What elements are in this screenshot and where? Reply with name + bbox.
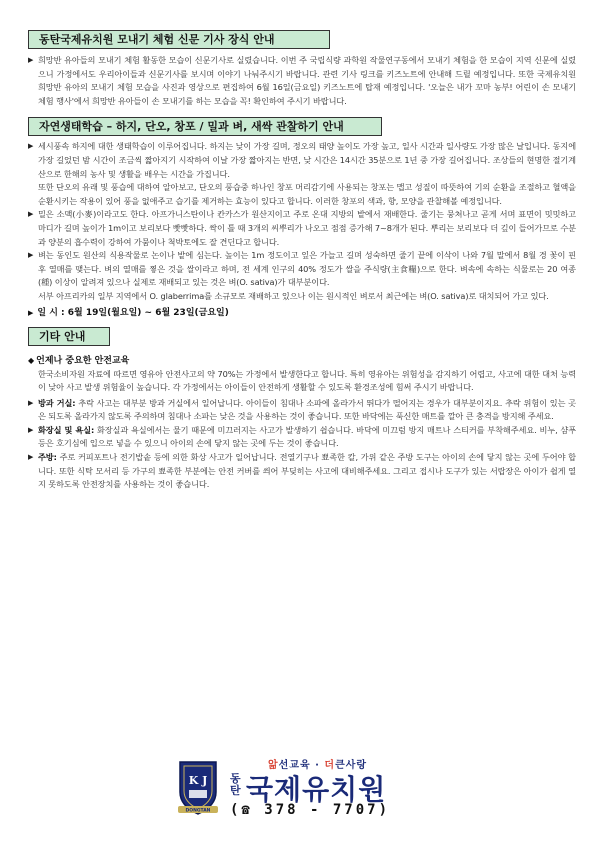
triangle-bullet-icon: ▶	[28, 308, 34, 317]
triangle-bullet-icon: ▶	[28, 251, 34, 260]
paragraph-rice-extra: 서부 아프리카의 일부 지역에서 O. glaberrima를 소규모로 재배하고 있으나 이는 원시적인 벼로서 최근에는 벼(O. sativa)로 대치되어 가고 있다.	[38, 290, 549, 301]
section-rice-planting-news	[28, 28, 576, 108]
safety-item-living-room: ▶ 방과 거실: 추락 사고는 대부분 방과 거실에서 일어납니다. 아이들이 침대나 소파에 올라가서 뛰다가 떨어지는 경우가 대부분이지요. 추락 위험이 있는 곳은 되도록 올라가지 않도록 주의하며 침대나 소파는 낮은 것을 사용하는 것이 좋습니다. 또한 바닥에는 푹신한 매트를 깔아 큰 충격을 방지해 주세요.	[28, 397, 576, 422]
triangle-bullet-icon: ▶	[28, 398, 34, 407]
school-logo-footer	[176, 756, 426, 822]
school-emblem-icon	[176, 758, 220, 818]
schedule-date: ▶ 일 시 : 6월 19일(월요일) ~ 6월 23일(금요일)	[28, 307, 229, 318]
school-tagline: 앎선교육 · 더큰사랑	[268, 760, 368, 771]
diamond-bullet-icon: ◆	[28, 355, 35, 365]
safety-item-kitchen: ▶ 주방: 주로 커피포트나 전기밥솥 등에 의한 화상 사고가 일어납니다. 전열기구나 뾰족한 칼, 가위 같은 주방 도구는 아이의 손에 닿지 않는 곳에 두어야 합니다. 또한 식탁 모서리 등 가구의 뾰족한 부분에는 안전 커버를 씌어 부딪히는 사고에 대비해주세요. 그리고 접시나 도구가 있는 서랍장은 아이가 쉽게 열지 못하도록 안전장치를 사용하는 것이 좋습니다.	[28, 452, 576, 490]
section-body: ▶ 희망반 유아들의 모내기 체험 활동한 모습이 신문기사로 실렸습니다. 이번 주 국립식량 과학원 작물연구동에서 모내기 체험을 한 모습이 지역 신문에 실렸으니 가정에서도 우리아이들과 신문기사를 보시며 이야기 나눠주시기 바랍니다. 관련 기사 링크를 키즈노트에 안내해 드릴 예정입니다. 또한 국제유치원 희망반 유아의 모내기 체험 모습을 사진과 영상으로 편집하여 6월 16일(금요일) 키즈노트에 탑재 예정입니다. '오늘은 내가 꼬마 농부! 어린이 손 모내기 체험 행사'에서 희망반 유아들이 손 모내기를 하는 모습을 꼭! 확인하여 주시기 바랍니다.	[28, 55, 576, 106]
school-name-main: 국제유치원	[246, 773, 387, 806]
school-phone: (☎ 378 - 7707)	[230, 802, 391, 818]
newsletter-page	[28, 28, 576, 492]
safety-item-bathroom: ▶ 화장실 및 욕실: 화장실과 욕실에서는 물기 때문에 미끄러지는 사고가 발생하기 쉽습니다. 바닥에 미끄럼 방지 매트나 스티커를 부착해주세요. 비누, 샴푸 등은 호기심에 입으로 넣을 수 있으니 아이의 손에 닿지 않는 곳에 두는 것이 좋습니다.	[28, 424, 576, 449]
triangle-bullet-icon: ▶	[28, 453, 34, 462]
triangle-bullet-icon: ▶	[28, 425, 34, 434]
section-nature-learning	[28, 108, 576, 319]
paragraph-wheat: ▶ 밀은 소맥(小麥)이라고도 한다. 아프가니스탄이나 칸카스가 원산지이고 주로 온대 지방의 밭에서 재배한다. 줄기는 뭉쳐나고 곧게 서며 표면이 밋밋하고 마디가 길며 높이가 1m이고 보리보다 빳빳하다. 싹이 틀 때 3개의 씨뿌리가 나오고 점점 증가해 7~8개가 된다. 뿌리는 보리보다 더 깊이 들어가므로 수분과 양분의 흡수력이 강하여 가뭄이나 척박토에도 잘 견딘다고 합니다.	[28, 209, 576, 247]
section-title: 자연생태학습 – 하지, 단오, 창포 / 밀과 벼, 새싹 관찰하기 안내	[28, 117, 382, 136]
paragraph-rice: ▶ 벼는 동인도 원산의 식용작물로 논이나 밭에 심는다. 높이는 1m 정도이고 잎은 가늘고 길며 성숙하면 줄기 끝에 이삭이 나와 7월 말에서 8월 경 꽃이 핀 후 열매를 맺는다. 벼의 열매를 찧은 것을 쌀이라고 하며, 전 세계 인구의 40% 정도가 쌀을 주식량(主食糧)으로 한다. 벼속에 속하는 식물로는 20 여종(種) 이상이 알려져 있으나 실제로 재배되고 있는 것은 벼(O. sativa)가 대부분이다.	[28, 250, 576, 288]
emblem-letters: K J	[188, 774, 208, 787]
emblem-banner: DONGTAN	[185, 808, 211, 814]
triangle-bullet-icon: ▶	[28, 142, 34, 151]
triangle-bullet-icon: ▶	[28, 210, 34, 219]
paragraph-dano: 또한 단오의 유래 및 풍습에 대하여 알아보고, 단오의 풍습중 하나인 창포 머리감기에 사용되는 창포는 맵고 성질이 따뜻하여 기의 순환을 조절하고 혈액을 순환시키는 작용이 있어 풍을 없애주고 습기를 제거하는 효능이 있다고 합니다. 이러한 창포의 색과, 향, 모양을 관찰해볼 예정입니다.	[38, 182, 576, 206]
paragraph-haji: ▶ 세시풍속 하지에 대한 생태학습이 이루어집니다. 하지는 낮이 가장 길며, 정오의 태양 높이도 가장 높고, 일사 시간과 일사량도 가장 많은 날입니다. 동지에 가장 길었던 밤 시간이 조금씩 짧아지기 시작하여 이날 가장 짧아지는 반면, 낮 시간은 14시간 35분으로 1년 중 가장 길어집니다. 조상들의 현명한 절기계산으로 한해의 농사 및 생활을 배우는 시간을 가집니다.	[28, 141, 576, 179]
section-other-notices	[28, 320, 576, 492]
safety-intro: 한국소비자원 자료에 따르면 영유아 안전사고의 약 70%는 가정에서 발생한다고 합니다. 특히 영유아는 위험성을 감지하기 어렵고, 사고에 대한 대처 능력이 낮아 사고 발생 위험율이 높습니다. 각 가정에서는 아이들이 안전하게 생활할 수 있도록 환경조성에 힘써 주시기 바랍니다.	[38, 368, 576, 393]
triangle-bullet-icon: ▶	[28, 56, 34, 64]
section-title: 기타 안내	[28, 327, 110, 346]
school-name-prefix: 동탄	[230, 772, 241, 797]
safety-subtitle: ◆ 언제나 중요한 안전교육	[28, 355, 130, 366]
section-title: 동탄국제유치원 모내기 체험 신문 기사 장식 안내	[28, 30, 330, 49]
